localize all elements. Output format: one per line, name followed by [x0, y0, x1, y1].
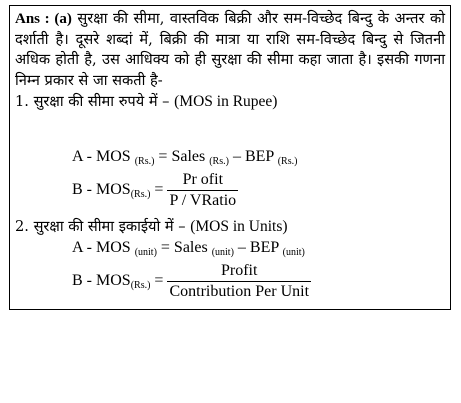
- formula-subscript: (Rs.): [134, 156, 155, 167]
- fraction-numerator: Profit: [167, 262, 311, 282]
- item-2-heading: [15, 217, 288, 237]
- formula-text: A - MOS: [72, 148, 135, 165]
- formula-subscript: (Rs.): [277, 156, 298, 167]
- fraction: [167, 171, 238, 210]
- formula-subscript: (Rs.): [130, 280, 151, 292]
- answer-paragraph: [15, 9, 445, 91]
- item-2-formula-a: [72, 239, 305, 257]
- item-1-heading-latin: (MOS in Rupee): [174, 93, 278, 110]
- formula-text: A - MOS: [72, 239, 135, 256]
- answer-intro-text: सुरक्षा की सीमा, वास्तविक बिक्री और सम-विच्छेद बिन्दु के अन्तर को दर्शाती है। दूसरे शब्दां में, बिक्री की मात्रा या राशि सम-विच्छेद बिन्दु से जितनी अधिक होती है, उस आधिक्य को ही सुरक्षा की सीमा कहा जाता है। इसकी गणना निम्न प्रकार से जा सकती है-: [15, 10, 446, 89]
- formula-subscript: (unit): [134, 247, 157, 258]
- formula-subscript: (Rs.): [130, 189, 151, 201]
- formula-text: = Sales: [154, 148, 210, 165]
- formula-text: – BEP: [228, 148, 278, 165]
- item-1-formula-b: [72, 171, 238, 210]
- item-1-heading-hindi: 1. सुरक्षा की सीमा रुपये में –: [15, 93, 175, 110]
- item-2-heading-hindi: 2. सुरक्षा की सीमा इकाईयो में –: [15, 218, 191, 235]
- fraction: [167, 262, 311, 301]
- formula-text: – BEP: [233, 239, 283, 256]
- answer-label: Ans : (a): [15, 11, 72, 27]
- fraction-denominator: Contribution Per Unit: [169, 283, 310, 300]
- formula-text: = Sales: [156, 239, 212, 256]
- formula-text: =: [150, 181, 164, 199]
- item-1-heading: [15, 92, 445, 112]
- formula-text: B - MOS: [72, 181, 131, 199]
- formula-subscript: (unit): [282, 247, 305, 258]
- formula-subscript: (unit): [211, 247, 234, 258]
- formula-text: =: [150, 272, 164, 290]
- formula-subscript: (Rs.): [209, 156, 229, 167]
- item-1-formula-a: [72, 148, 297, 166]
- fraction-denominator: P / VRatio: [169, 192, 237, 209]
- answer-box: [9, 5, 451, 310]
- item-2-heading-latin: (MOS in Units): [190, 218, 288, 235]
- fraction-numerator: Pr ofit: [167, 171, 238, 191]
- formula-text: B - MOS: [72, 272, 131, 290]
- item-2-formula-b: [72, 262, 311, 301]
